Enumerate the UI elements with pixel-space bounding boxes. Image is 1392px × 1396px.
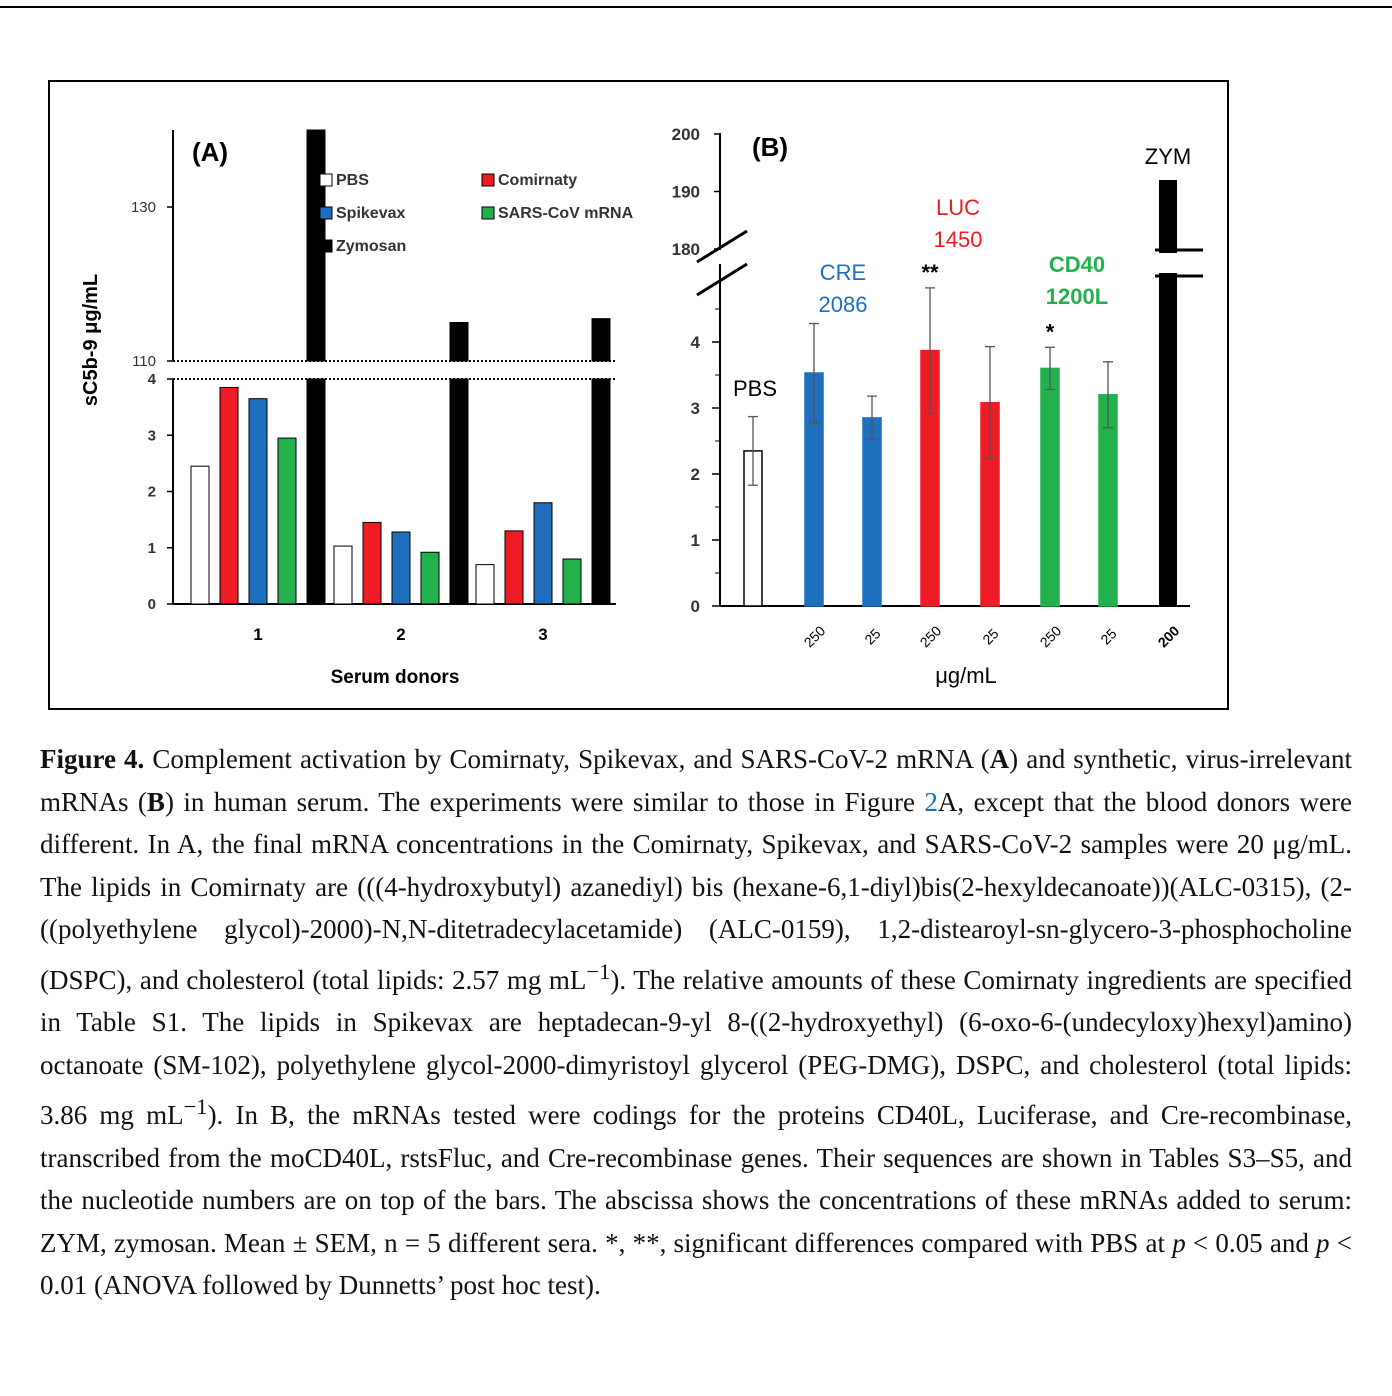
y-tick-label: 200 [671, 125, 700, 144]
x-axis-label-a: Serum donors [330, 667, 460, 688]
legend-swatch [482, 174, 494, 186]
caption-text: B [146, 786, 165, 817]
x-tick-label: 1 [253, 625, 263, 644]
group-label: 1200L [1045, 284, 1109, 309]
y-axis-label: sC5b-9 μg/mL [80, 273, 102, 407]
y-tick-label: 2 [147, 483, 156, 501]
x-tick-label: 25 [1097, 625, 1120, 648]
legend-swatch [320, 174, 332, 186]
x-tick-label: 2 [396, 625, 406, 644]
x-tick-label: 25 [979, 625, 1002, 648]
bar [476, 565, 494, 604]
bar [592, 379, 610, 604]
caption-text: ). In B, the mRNAs tested were codings for the proteins CD40L, Luciferase, and Cre-recombinase, transcribed from the moCD40L, rstsFluc, and Cre-recombinase genes. Their sequences are shown in Tables S3–S5, and the nucleotide numbers are on top of the bars. The abscissa shows the concentrations of these mRNAs added to serum: ZYM, zymosan. Mean ± SEM, n = 5 different sera. *, **, significant differences compared with PBS at [40, 1100, 1352, 1258]
significance-marker: * [1045, 319, 1055, 345]
y-tick-label: 190 [671, 182, 700, 202]
group-label: LUC [935, 195, 981, 220]
caption-text: Complement activation by Comirnaty, Spikevax, and SARS-CoV-2 mRNA ( [152, 744, 990, 774]
bar [392, 532, 410, 604]
panel-b-chart [672, 125, 1203, 650]
legend-label: SARS-CoV mRNA [498, 205, 634, 222]
y-tick-label: 0 [147, 596, 156, 613]
y-tick-label: 4 [690, 333, 700, 352]
bar [363, 522, 381, 604]
caption-text: < 0.01 (ANOVA followed by Dunnetts’ post hoc test). [40, 1227, 1352, 1300]
caption-text: p [1316, 1227, 1330, 1258]
panel-a-label: (A) [192, 137, 229, 167]
caption-text: A [989, 744, 1010, 774]
y-tick-label: 1 [690, 531, 700, 550]
legend-swatch [320, 240, 332, 252]
legend-label: PBS [336, 172, 369, 189]
x-tick-label: 250 [800, 622, 829, 651]
caption-text: −1 [183, 1094, 208, 1119]
bar-break-gap [1157, 253, 1179, 273]
x-tick-label: 25 [861, 625, 884, 648]
group-label: CD40 [1048, 252, 1106, 277]
group-label: 1450 [933, 227, 983, 252]
bar [563, 559, 581, 604]
x-tick-label: 3 [538, 625, 548, 644]
bar [1159, 180, 1177, 606]
panel-b-label: (B) [752, 132, 789, 162]
group-label: PBS [732, 376, 778, 401]
bar [421, 552, 439, 604]
significance-marker: ** [921, 259, 939, 285]
figure-label: Figure 4. [40, 744, 145, 774]
caption-text: ). The relative amounts of these Comirnaty ingredients are specified in Table S1. The lipids in Spikevax are heptadecan-9-yl 8-((2-hydroxyethyl) (6-oxo-6-(undecyloxy)hexyl)amino) octanoate (SM-102), polyethylene glycol-2000-dimyristoyl glycerol (PEG-DMG), DSPC, and cholesterol (total lipids: 3.86 mg mL [40, 964, 1352, 1130]
figure-caption [40, 738, 1352, 1307]
group-label: 2086 [818, 292, 868, 317]
y-tick-label: 4 [147, 371, 156, 388]
y-tick-label: 1 [147, 539, 156, 557]
bar [220, 387, 238, 604]
x-tick-label: 250 [1036, 622, 1065, 651]
bar [334, 546, 352, 604]
panel-a-chart [131, 130, 634, 644]
bar [249, 399, 267, 604]
caption-text: −1 [586, 958, 611, 984]
y-tick-label: 3 [690, 399, 700, 418]
legend-swatch [482, 207, 494, 219]
group-label: CRE [819, 260, 867, 285]
caption-text: p [1172, 1227, 1186, 1258]
x-axis-label-b: μg/mL [935, 663, 997, 688]
bar [505, 531, 523, 604]
bar [278, 438, 296, 604]
legend-label: Spikevax [336, 205, 406, 222]
bar-upper-segment [450, 323, 468, 362]
bar [863, 418, 881, 606]
y-tick-label: 180 [671, 240, 700, 259]
legend-label: Comirnaty [498, 172, 578, 189]
bar [534, 503, 552, 604]
legend-swatch [320, 207, 332, 219]
y-tick-label: 2 [690, 465, 700, 484]
legend-label: Zymosan [336, 238, 407, 255]
caption-text: ) in human serum. The experiments were similar to those in Figure [164, 786, 925, 817]
y-tick-label: 110 [132, 353, 156, 370]
x-tick-label: 200 [1154, 622, 1183, 651]
y-tick-label: 130 [130, 199, 156, 216]
bar [307, 379, 325, 604]
x-tick-label: 250 [916, 622, 945, 651]
bar-upper-segment [592, 319, 610, 361]
bar [191, 466, 209, 604]
caption-text: < 0.05 and [1185, 1227, 1317, 1258]
group-label: ZYM [1144, 144, 1192, 169]
caption-text: ) and synthetic, virus-irrelevant mRNAs ( [40, 744, 1352, 817]
caption-text: A, except that the blood donors were different. In A, the final mRNA concentrations in the Comirnaty, Spikevax, and SARS-CoV-2 samples were 20 μg/mL. The lipids in Comirnaty are (((4-hydroxybutyl) azanediyl) bis (hexane-6,1-diyl)bis(2-hexyldecanoate))(ALC-0315), (2-((polyethylene glycol)-2000)-N,N-ditetradecylacetamide) (ALC-0159), 1,2-distearoyl-sn-glycero-3-phosphocholine (DSPC), and cholesterol (total lipids: 2.57 mg mL [40, 786, 1352, 995]
axis-break-mark [697, 264, 747, 295]
y-tick-label: 0 [690, 597, 700, 616]
axis-break-mark [697, 231, 747, 262]
bar [450, 379, 468, 604]
figure-reference-link[interactable]: 2 [924, 786, 938, 817]
y-tick-label: 3 [147, 427, 156, 445]
bar [1041, 368, 1059, 606]
